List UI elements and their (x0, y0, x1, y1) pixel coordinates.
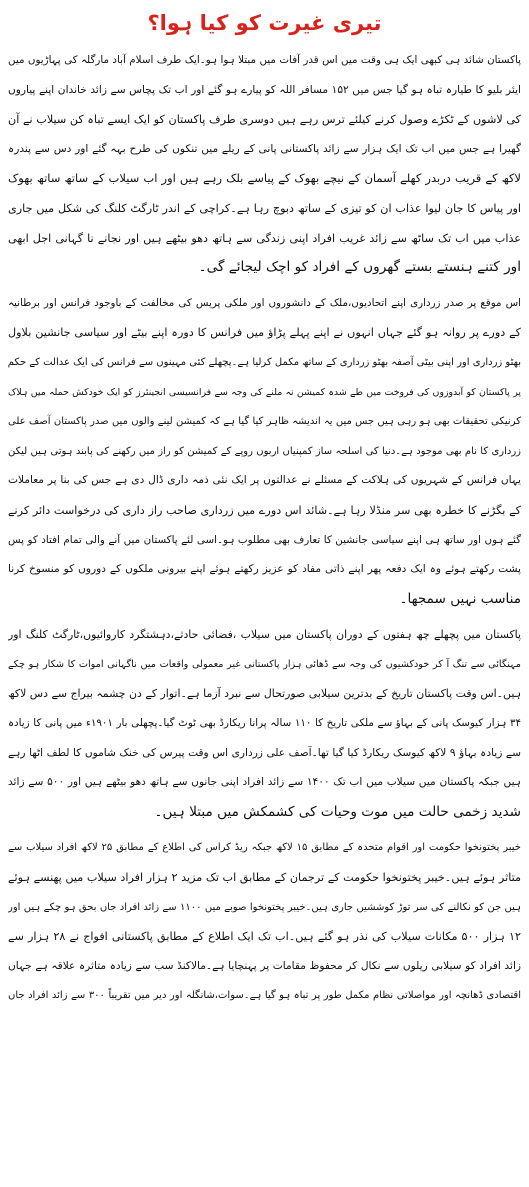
text-line: گھیرا ہے جس میں اب تک ایک ہزار سے زائد پاکستانی پانی کے ریلے میں تنکوں کی طرح بہہ گئے اور دس سے پندرہ (8, 142, 521, 155)
text-line: خیبر پختونخوا حکومت اور اقوام متحدہ کے مطابق ۱۵ لاکھ جبکہ ریڈ کراس کی اطلاع کے مطابق ۲۵ لاکھ افراد سیلاب سے (8, 842, 521, 854)
text-line: بھٹو زرداری اور اپنی بیٹی آصفہ بھٹو زرداری کے ساتھ مکمل کرلیا ہے۔پچھلے کئی مہینوں سے فرانس کی ایک عدالت کے حکم (8, 356, 521, 368)
text-line: کے بگڑنے کا خطرہ بھی سر منڈلا رہا ہے۔شائد اس دورے میں زرداری صاحب راز داری کی درخواست دائر کرنے (8, 503, 521, 517)
text-line: شدید زخمی حالت میں موت وحیات کی کشمکش میں مبتلا ہیں۔ (154, 803, 521, 820)
text-line: ہیں جبکہ پاکستان میں سیلاب میں اب تک ۱۴۰۰ سے زائد افراد اپنی جانوں سے ہاتھ دھو بیٹھے ہیں اور ۵۰۰ سے زائد (8, 776, 521, 789)
text-line: پشت رکھتے ہوئے وہ ایک دفعہ پھر اپنے ذاتی مفاد کو عزیز رکھتے ہوئے اپنے بیرونی ملکوں کے دوروں کو منسوخ کرنا (8, 563, 521, 576)
text-line: لاکھ کے قریب دربدر کھلے آسمان کے نیچے بھوک کے پیاسے بلک رہے ہیں اور اب سیلاب کے ساتھ ساتھ بھوک (8, 171, 521, 186)
text-line: کی لاشوں کے ٹکڑے وصول کرنے کیلئے ترس رہے ہیں دوسری طرف پاکستان کو ایک ایسے تباہ کن سیلاب نے آن (8, 113, 521, 127)
text-line: عذاب میں اب تک ساٹھ سے زائد غریب افراد اپنی زندگی سے ہاتھ دھو بیٹھے ہیں اور نجانے نا گہانی اجل ابھی (8, 231, 521, 245)
text-line: گئے ہوں اور ساتھ ہی اپنے سیاسی جانشین کا تعارف بھی مطلوب ہو۔اسی لئے پاکستان میں آنے والی تمام افتاد کو پس (8, 533, 521, 546)
text-line: ایئر بلیو کا طیارہ تباہ ہو گیا جس میں ۱۵۲ مسافر اللہ کو پیارے ہو گئے اور اب تک پچاس سے زائد خاندان اپنے پیاروں (8, 83, 521, 96)
paragraph (8, 620, 521, 827)
text-line: اور کتنے ہنستے بستے گھروں کے افراد کو اچک لیجائے گی۔ (198, 259, 521, 276)
article-title: تیری غیرت کو کیا ہوا؟ (147, 11, 382, 35)
text-line: کے دورے پر روانہ ہو گئے جہاں انہوں نے اپنے پہلے پڑاؤ میں فرانس کا دورہ اپنے بیٹے اور سیاسی جانشین بلاول (8, 326, 521, 340)
text-line: ۱۲ ہزار ۵۰۰ مکانات سیلاب کی نذر ہو گئے ہیں۔اب تک ایک اطلاع کے مطابق پاکستانی افواج نے ۲۸ ہزار سے (8, 930, 521, 944)
text-line: زرداری کا نام بھی موجود ہے۔دنیا کی اسلحہ ساز کمپنیاں اربوں روپے کے کمیشن کو راز میں رکھنے کی پابند ہوتی ہیں لیکن (8, 445, 521, 457)
paragraph (8, 46, 521, 283)
text-line: مہنگائی سے تنگ آ کر خودکشیوں کی وجہ سے ڈھائی ہزار پاکستانی غیر معمولی واقعات میں ناگہانی اموات کا شکار ہو چکے (8, 658, 521, 670)
article-body (8, 46, 521, 1011)
paragraph (8, 289, 521, 615)
text-line: پاکستان شائد ہی کبھی ایک ہی وقت میں اس قدر آفات میں مبتلا ہوا ہو۔ایک طرف اسلام آباد مارگلہ کی پہاڑیوں میں (8, 54, 521, 66)
text-line: پاکستان میں پچھلے چھ ہفتوں کے دوران پاکستان میں سیلاب ،فضائی حادثے،دہشتگرد کاروائیوں،ٹارگٹ کلنگ اور (8, 628, 521, 642)
text-line: اور پیاس کا جان لیوا عذاب ان کو تیزی کے ساتھ دبوچ رہا ہے۔کراچی کے اندر ٹارگٹ کلنگ کی شکل میں جاری (8, 201, 521, 215)
text-line: ہیں۔اس وقت پاکستان تاریخ کے بدترین سیلابی صورتحال سے نبرد آزما ہے۔اتوار کے دن چشمہ بیراج سے دس لاکھ (8, 687, 521, 701)
text-line: زائد افراد کو سیلابی ریلوں سے نکال کر محفوظ مقامات پر پہنچایا ہے۔مالاکنڈ سب سے زیادہ متاثرہ علاقہ ہے جہاں (8, 959, 521, 972)
text-line: ہیں جن کو نکالنے کی سر توڑ کوششیں جاری ہیں۔خیبر پختونخوا صوبے میں ۱۱۰۰ سے زائد افراد جاں بحق ہو چکے ہیں اور (8, 901, 521, 913)
text-line: یہاں فرانس کے شہریوں کی ہلاکت کے مسئلے نے عدالتوں پر ایک نئی ذمہ داری ڈال دی ہے جس کی بنا پر معاملات (8, 474, 521, 487)
text-line: مناسب نہیں سمجھا۔ (399, 590, 521, 607)
text-line: متاثر ہوئے ہیں۔خیبر پختونخوا حکومت کے ترجمان کے مطابق اب تک مزید ۲ ہزار افراد سیلاب میں پھنسے ہوئے (8, 871, 521, 885)
text-line: اقتصادی ڈھانچہ اور مواصلاتی نظام مکمل طور پر تباہ ہو گیا ہے۔سوات،شانگلہ اور دیر میں تقریباً ۳۰۰ سے زائد افراد جاں (8, 990, 521, 1002)
text-line: اس موقع پر صدر زرداری اپنے اتحادیوں،ملک کے دانشوروں اور ملکی پریس کی مخالفت کے باوجود فرانس اور برطانیہ (8, 296, 521, 309)
text-line: سے زیادہ بہاؤ ۹ لاکھ کیوسک ریکارڈ کیا گیا تھا۔آصف علی زرداری اس وقت پیرس کی خنک شاموں کا لطف اٹھا رہے (8, 746, 521, 759)
text-line: ۳۴ ہزار کیوسک پانی کے بہاؤ سے ملکی تاریخ کا ۱۱۰ سالہ پرانا ریکارڈ بھی ٹوٹ گیا۔پچھلی بار ۱۹۰۱ء میں پانی کا زیادہ (8, 717, 521, 730)
text-line: پر پاکستان کو آبدوزوں کی فروخت میں طے شدہ کمیشن نہ ملنے کی وجہ سے فرانسیسی انجینئرز کو ایک خودکش حملہ میں ہلاک (8, 386, 521, 398)
paragraph (8, 833, 521, 1011)
text-line: کرنیکی تحقیقات بھی ہو رہی ہیں جس میں یہ اندیشہ ظاہر کیا گیا ہے کہ کمیشن لینے والوں میں صدر پاکستان آصف علی (8, 416, 521, 428)
